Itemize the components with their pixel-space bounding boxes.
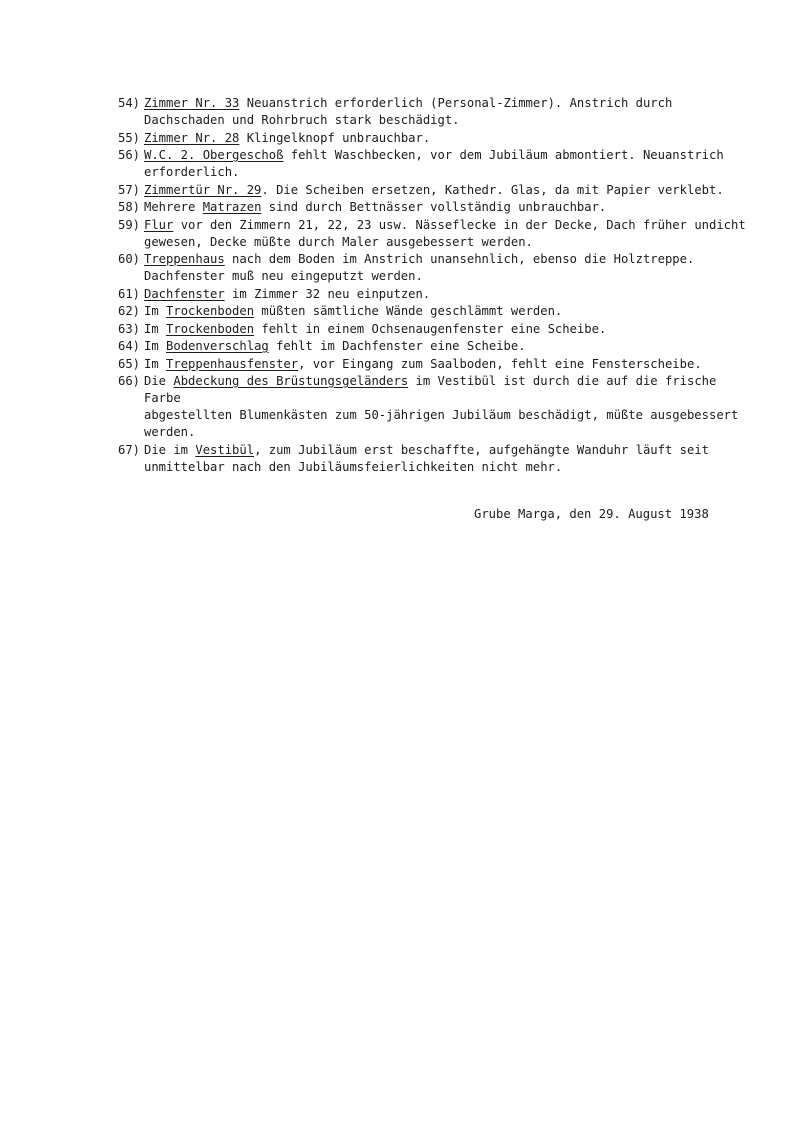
item-number: 66) — [118, 374, 141, 388]
item-text — [144, 373, 758, 441]
underlined-location: Trockenboden — [166, 321, 255, 336]
list-item — [118, 95, 758, 129]
item-number: 65) — [118, 356, 141, 371]
item-number: 58) — [118, 200, 141, 214]
item-text-segment: Neuanstrich erforderlich (Personal-Zimmer). Anstrich durch Dachschaden und Rohrbruch stark beschädigt. — [144, 96, 673, 127]
item-text-segment: Mehrere — [144, 200, 203, 214]
item-text-segment: Im — [144, 321, 167, 336]
item-number: 54) — [118, 96, 141, 110]
list-item — [118, 338, 758, 355]
list-item — [118, 147, 758, 181]
item-text-segment: fehlt im Dachfenster eine Scheibe. — [268, 339, 526, 353]
signature-line: Grube Marga, den 29. August 1938 — [474, 507, 709, 521]
item-text — [144, 303, 758, 320]
underlined-location: Abdeckung des Brüstungsgeländers — [173, 374, 409, 388]
item-text — [144, 286, 758, 303]
item-text-segment: Im — [144, 356, 167, 371]
underlined-location: W.C. 2. Obergeschoß — [144, 148, 284, 162]
list-item — [118, 217, 758, 251]
item-number: 60) — [118, 252, 141, 266]
item-text-segment: Die im — [144, 442, 196, 457]
list-item — [118, 321, 758, 338]
item-text — [144, 442, 758, 476]
item-text-segment: Die — [144, 374, 174, 388]
item-text-segment: fehlt in einem Ochsenaugenfenster eine Scheibe. — [254, 321, 607, 336]
defect-list — [118, 95, 758, 476]
list-item — [118, 182, 758, 199]
underlined-location: Dachfenster — [144, 286, 225, 301]
list-item — [118, 286, 758, 303]
item-text-segment: , vor Eingang zum Saalboden, fehlt eine Fensterscheibe. — [298, 356, 702, 371]
item-text-segment: Klingelknopf unbrauchbar. — [239, 130, 431, 145]
item-text-segment: müßten sämtliche Wände geschlämmt werden. — [254, 304, 563, 318]
item-text-segment: Im — [144, 339, 167, 353]
list-item — [118, 356, 758, 373]
item-text — [144, 199, 758, 216]
item-number: 56) — [118, 148, 141, 162]
item-number: 61) — [118, 286, 141, 301]
underlined-location: Zimmer Nr. 33 — [144, 96, 240, 110]
item-number: 63) — [118, 321, 141, 336]
underlined-location: Bodenverschlag — [166, 339, 269, 353]
item-text — [144, 182, 758, 199]
item-text-segment: vor den Zimmern 21, 22, 23 usw. Nässeflecke in der Decke, Dach früher undicht gewesen, Decke müßte durch Maler ausgebessert werden. — [144, 217, 746, 249]
item-text — [144, 130, 758, 147]
underlined-location: Zimmer Nr. 28 — [144, 130, 240, 145]
item-text-segment: Im — [144, 304, 167, 318]
underlined-location: Matrazen — [202, 200, 262, 214]
item-number: 67) — [118, 442, 141, 457]
item-text-segment: . Die Scheiben ersetzen, Kathedr. Glas, da mit Papier verklebt. — [261, 182, 724, 197]
list-item — [118, 442, 758, 476]
list-item — [118, 199, 758, 216]
item-text — [144, 251, 758, 285]
item-text — [144, 321, 758, 338]
item-text-segment: sind durch Bettnässer vollständig unbrauchbar. — [261, 200, 607, 214]
item-number: 59) — [118, 217, 141, 232]
list-item — [118, 251, 758, 285]
underlined-location: Treppenhaus — [144, 252, 225, 266]
underlined-location: Zimmertür Nr. 29 — [144, 182, 262, 197]
item-number: 55) — [118, 130, 141, 145]
list-item — [118, 373, 758, 441]
item-number: 57) — [118, 182, 141, 197]
item-text — [144, 217, 758, 251]
underlined-location: Flur — [144, 217, 174, 232]
item-text-segment: im Vestibül ist durch die auf die frische Farbe abgestellten Blumenkästen zum 50-jährigen Jubiläum beschädigt, müßte ausgebessert werden. — [144, 374, 739, 439]
item-text — [144, 338, 758, 355]
item-text — [144, 95, 758, 129]
underlined-location: Trockenboden — [166, 304, 255, 318]
item-text-segment: , zum Jubiläum erst beschaffte, aufgehängte Wanduhr läuft seit unmittelbar nach den Jubiläumsfeierlichkeiten nicht mehr. — [144, 442, 710, 474]
item-number: 64) — [118, 339, 141, 353]
item-text — [144, 356, 758, 373]
underlined-location: Treppenhausfenster — [166, 356, 299, 371]
item-text — [144, 147, 758, 181]
underlined-location: Vestibül — [195, 442, 255, 457]
item-text-segment: im Zimmer 32 neu einputzen. — [224, 286, 431, 301]
list-item — [118, 130, 758, 147]
item-text-segment: fehlt Waschbecken, vor dem Jubiläum abmontiert. Neuanstrich erforderlich. — [144, 148, 724, 179]
list-item — [118, 303, 758, 320]
item-number: 62) — [118, 304, 141, 318]
item-text-segment: nach dem Boden im Anstrich unansehnlich, ebenso die Holztreppe. Dachfenster muß neu eingeputzt werden. — [144, 252, 695, 283]
